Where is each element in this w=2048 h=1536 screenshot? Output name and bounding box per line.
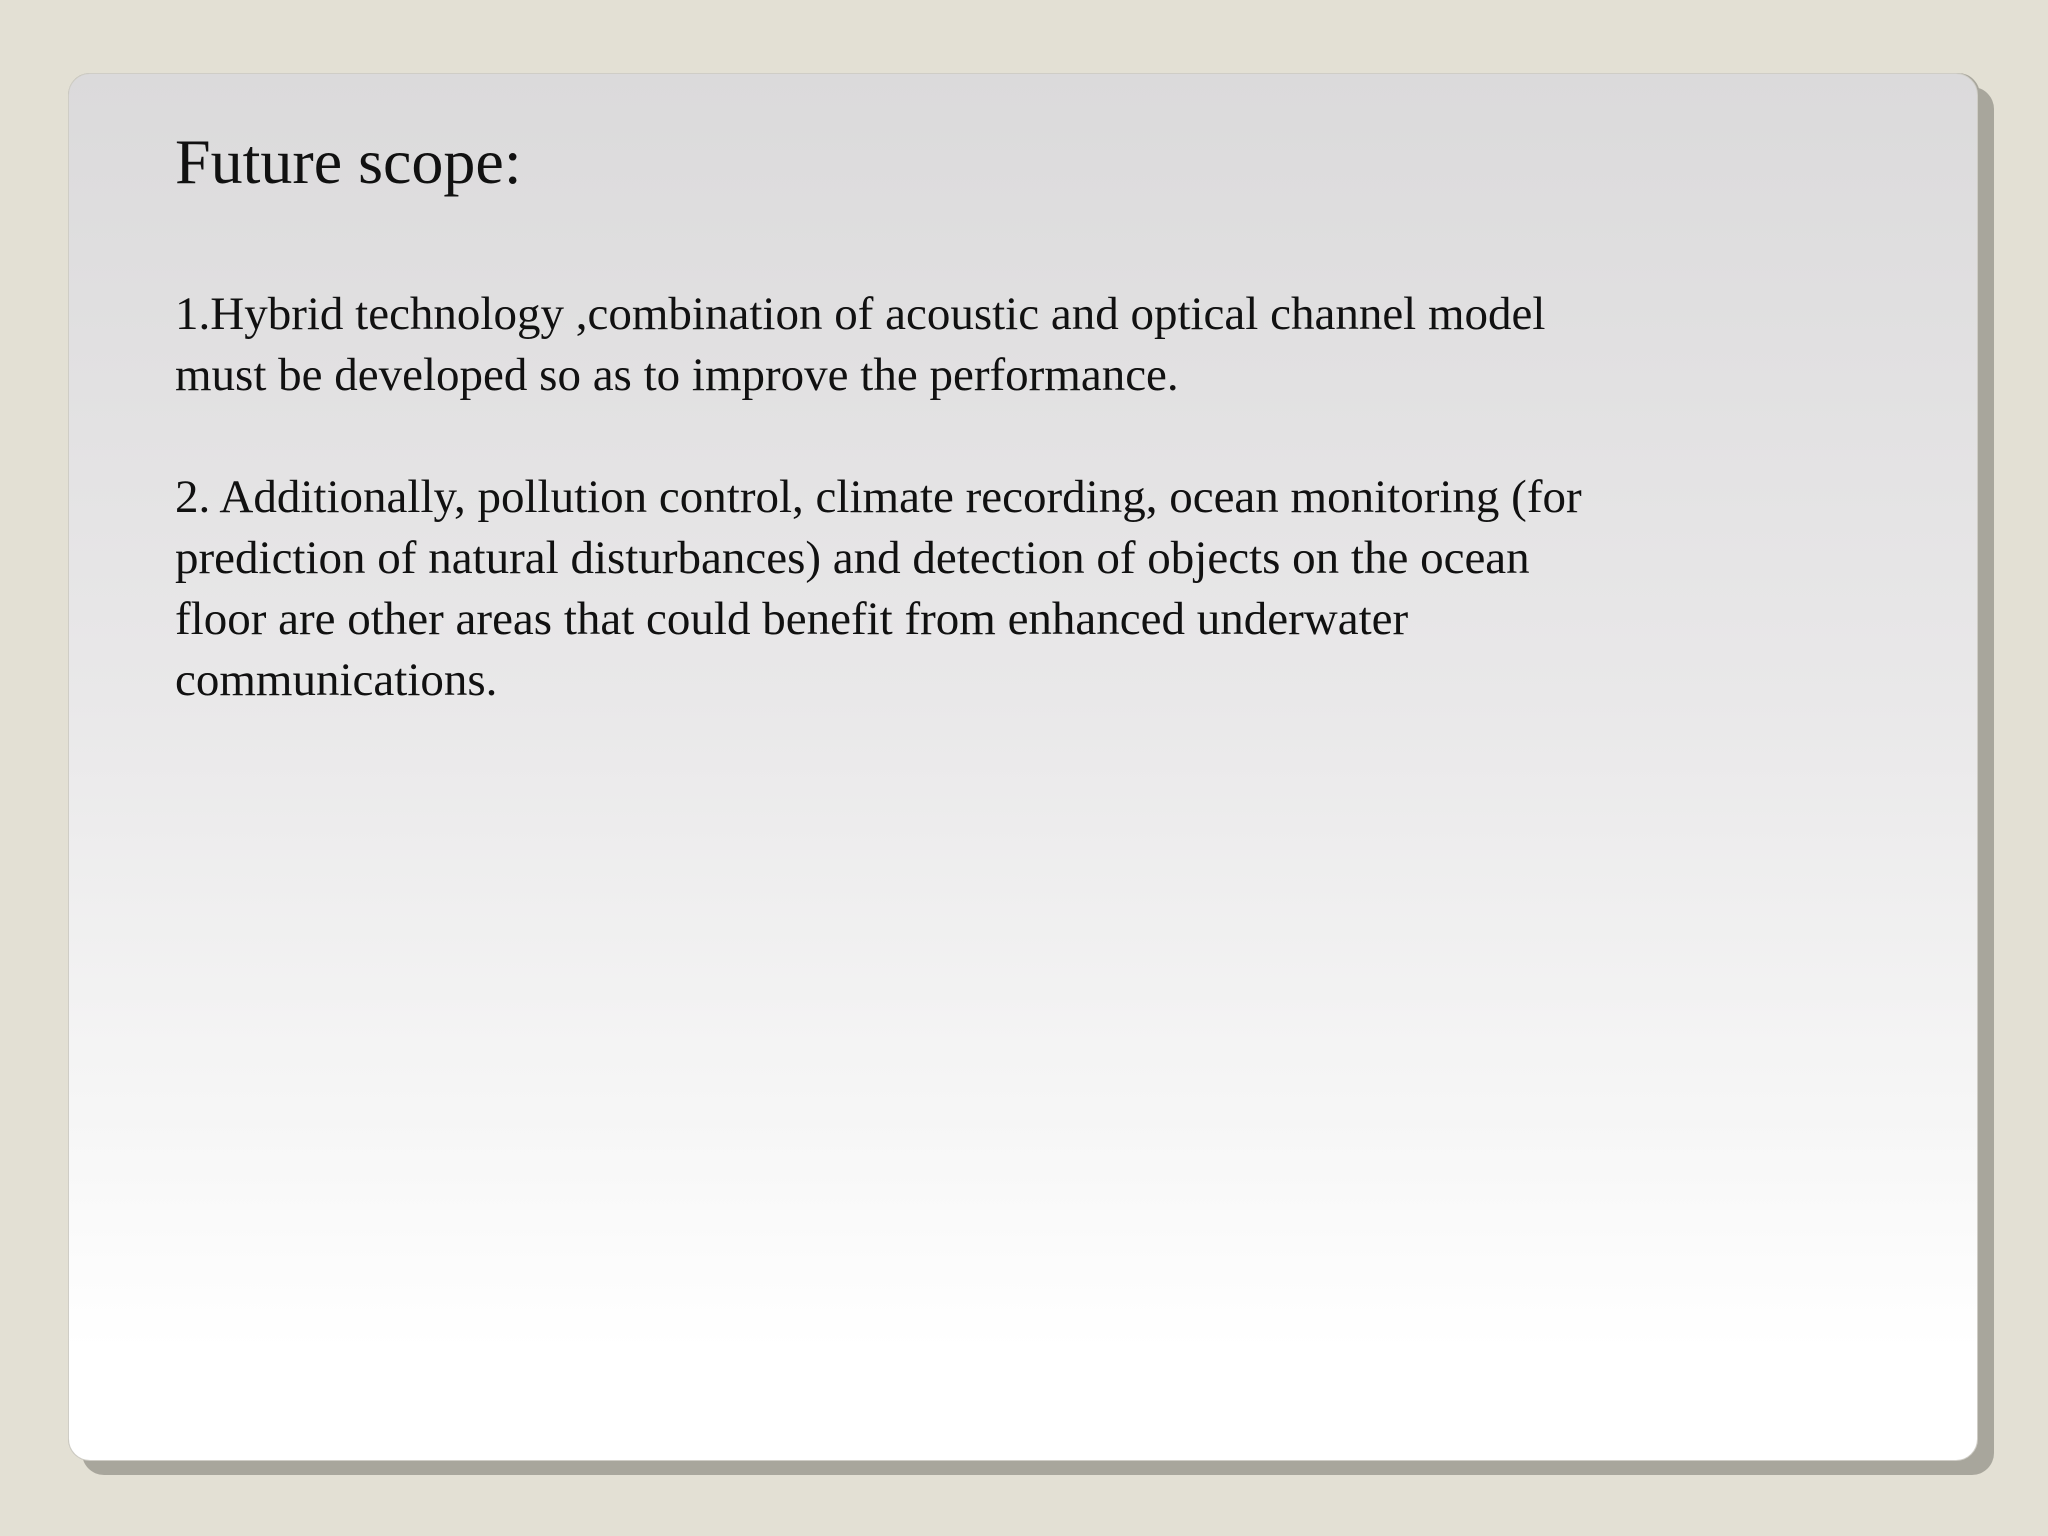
paragraph-hybrid-technology: 1.Hybrid technology ,combination of acoustic and optical channel model must be developed so as to improve the performance. — [175, 288, 1546, 401]
slide-body — [175, 284, 1735, 772]
slide — [68, 73, 1978, 1461]
paragraph-additional-areas: 2. Additionally, pollution control, climate recording, ocean monitoring (for prediction of natural disturbances) and detection of objects on the ocean floor are other areas that could benefit from enhanced underwater communications. — [175, 471, 1582, 706]
slide-title: Future scope: — [175, 126, 522, 197]
